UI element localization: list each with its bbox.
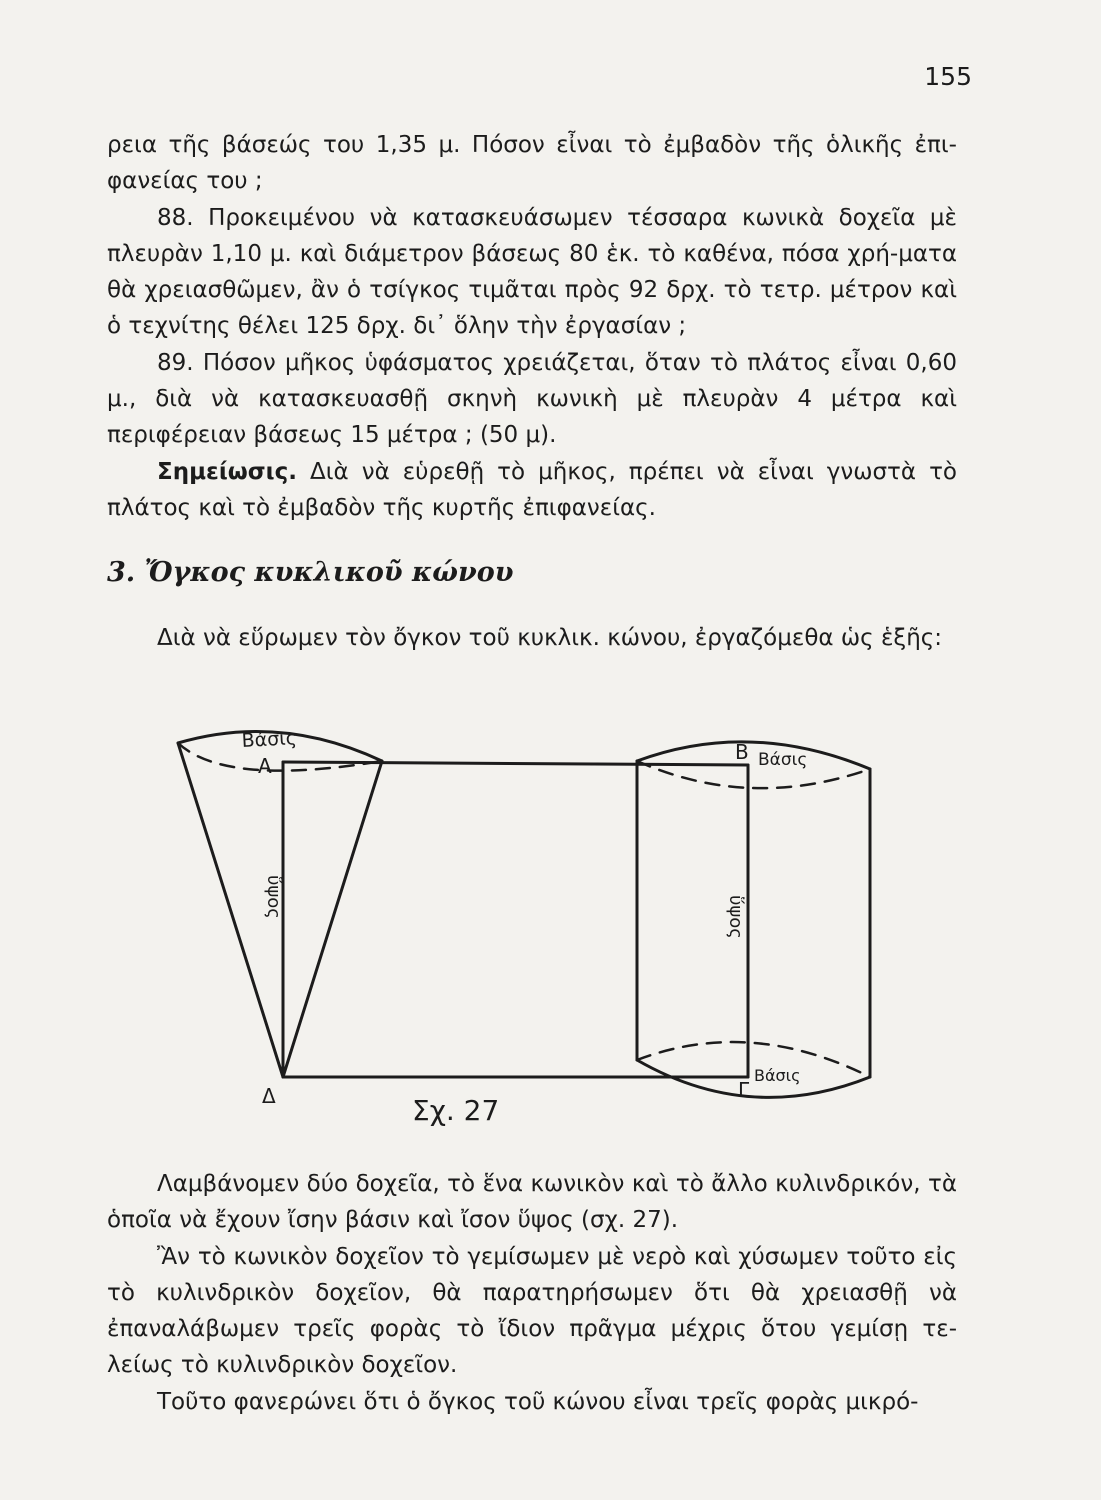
cone-height-label: ὕψος	[263, 875, 284, 919]
paragraph-experiment: Ἂν τὸ κωνικὸν δοχεῖον τὸ γεμίσωμεν μὲ νερὸ καὶ χύσωμεν τοῦτο εἰς τὸ κυλινδρικὸν δοχεῖον, θὰ παρατηρήσωμεν ὅτι θὰ χρειασθῇ νὰ ἐπαναλάβωμεν τρεῖς φορὰς τὸ ἴδιον πρᾶγμα μέχρις ὅτου γεμίσῃ τε-λείως τὸ κυλινδρικὸν δοχεῖον.	[107, 1243, 957, 1379]
cone-cylinder-diagram	[150, 715, 890, 1135]
note-paragraph	[107, 454, 957, 527]
paragraph-conclusion: Τοῦτο φανερώνει ὅτι ὁ ὄγκος τοῦ κώνου εἶναι τρεῖς φορὰς μικρό-	[157, 1388, 919, 1415]
note-label: Σημείωσις.	[157, 458, 298, 485]
note-text: Διὰ νὰ εὑρεθῇ τὸ μῆκος, πρέπει νὰ εἶναι γνωστὰ τὸ πλάτος καὶ τὸ ἐμβαδὸν τῆς κυρτῆς ἐπιφανείας.	[107, 458, 957, 521]
paragraph-continuation: ρεια τῆς βάσεώς του 1,35 μ. Πόσον εἶναι τὸ ἐμβαδὸν τῆς ὁλικῆς ἐπι-φανείας του ;	[107, 132, 957, 195]
paragraph-containers: Λαμβάνομεν δύο δοχεῖα, τὸ ἕνα κωνικὸν καὶ τὸ ἄλλο κυλινδρικόν, τὰ ὁποῖα νὰ ἔχουν ἴσην βάσιν καὶ ἴσον ὕψος (σχ. 27).	[107, 1171, 957, 1234]
point-d-label: Δ	[262, 1084, 276, 1108]
cylinder-height-label: ὕψος	[725, 895, 746, 939]
cone-right-side	[283, 761, 382, 1077]
exercise-text	[107, 127, 957, 526]
point-a-label: Α	[258, 754, 272, 778]
cylinder-bottom-base-label: Βάσις	[754, 1066, 801, 1085]
exercise-89: 89. Πόσον μῆκος ὑφάσματος χρειάζεται, ὅταν τὸ πλάτος εἶναι 0,60 μ., διὰ νὰ κατασκευασθῇ σκηνὴ κωνικὴ μὲ πλευρὰν 4 μέτρα καὶ περιφέρειαν βάσεως 15 μέτρα ; (50 μ).	[107, 349, 957, 449]
point-b-label: Β	[735, 740, 749, 764]
point-g-label: Γ	[738, 1078, 750, 1102]
cone-base-label: Βάσις	[241, 727, 298, 752]
section-intro-block	[107, 620, 957, 656]
exercise-88: 88. Προκειμένου νὰ κατασκευάσωμεν τέσσαρα κωνικὰ δοχεῖα μὲ πλευρὰν 1,10 μ. καὶ διάμετρον βάσεως 80 ἑκ. τὸ καθένα, πόσα χρή-ματα θὰ χρειασθῶμεν, ἂν ὁ τσίγκος τιμᾶται πρὸς 92 δρχ. τὸ τετρ. μέτρον καὶ ὁ τεχνίτης θέλει 125 δρχ. δι᾽ ὅλην τὴν ἐργασίαν ;	[107, 204, 957, 340]
figure-27	[150, 715, 890, 1135]
figure-caption: Σχ. 27	[412, 1094, 500, 1127]
explanation-text	[107, 1166, 957, 1420]
section-intro: Διὰ νὰ εὕρωμεν τὸν ὄγκον τοῦ κυκλικ. κώνου, ἐργαζόμεθα ὡς ἑξῆς:	[157, 625, 943, 651]
cylinder-top-base-label: Βάσις	[758, 750, 808, 770]
section-heading: 3. Ὄγκος κυκλικοῦ κώνου	[107, 557, 514, 588]
page-number: 155	[924, 62, 972, 91]
